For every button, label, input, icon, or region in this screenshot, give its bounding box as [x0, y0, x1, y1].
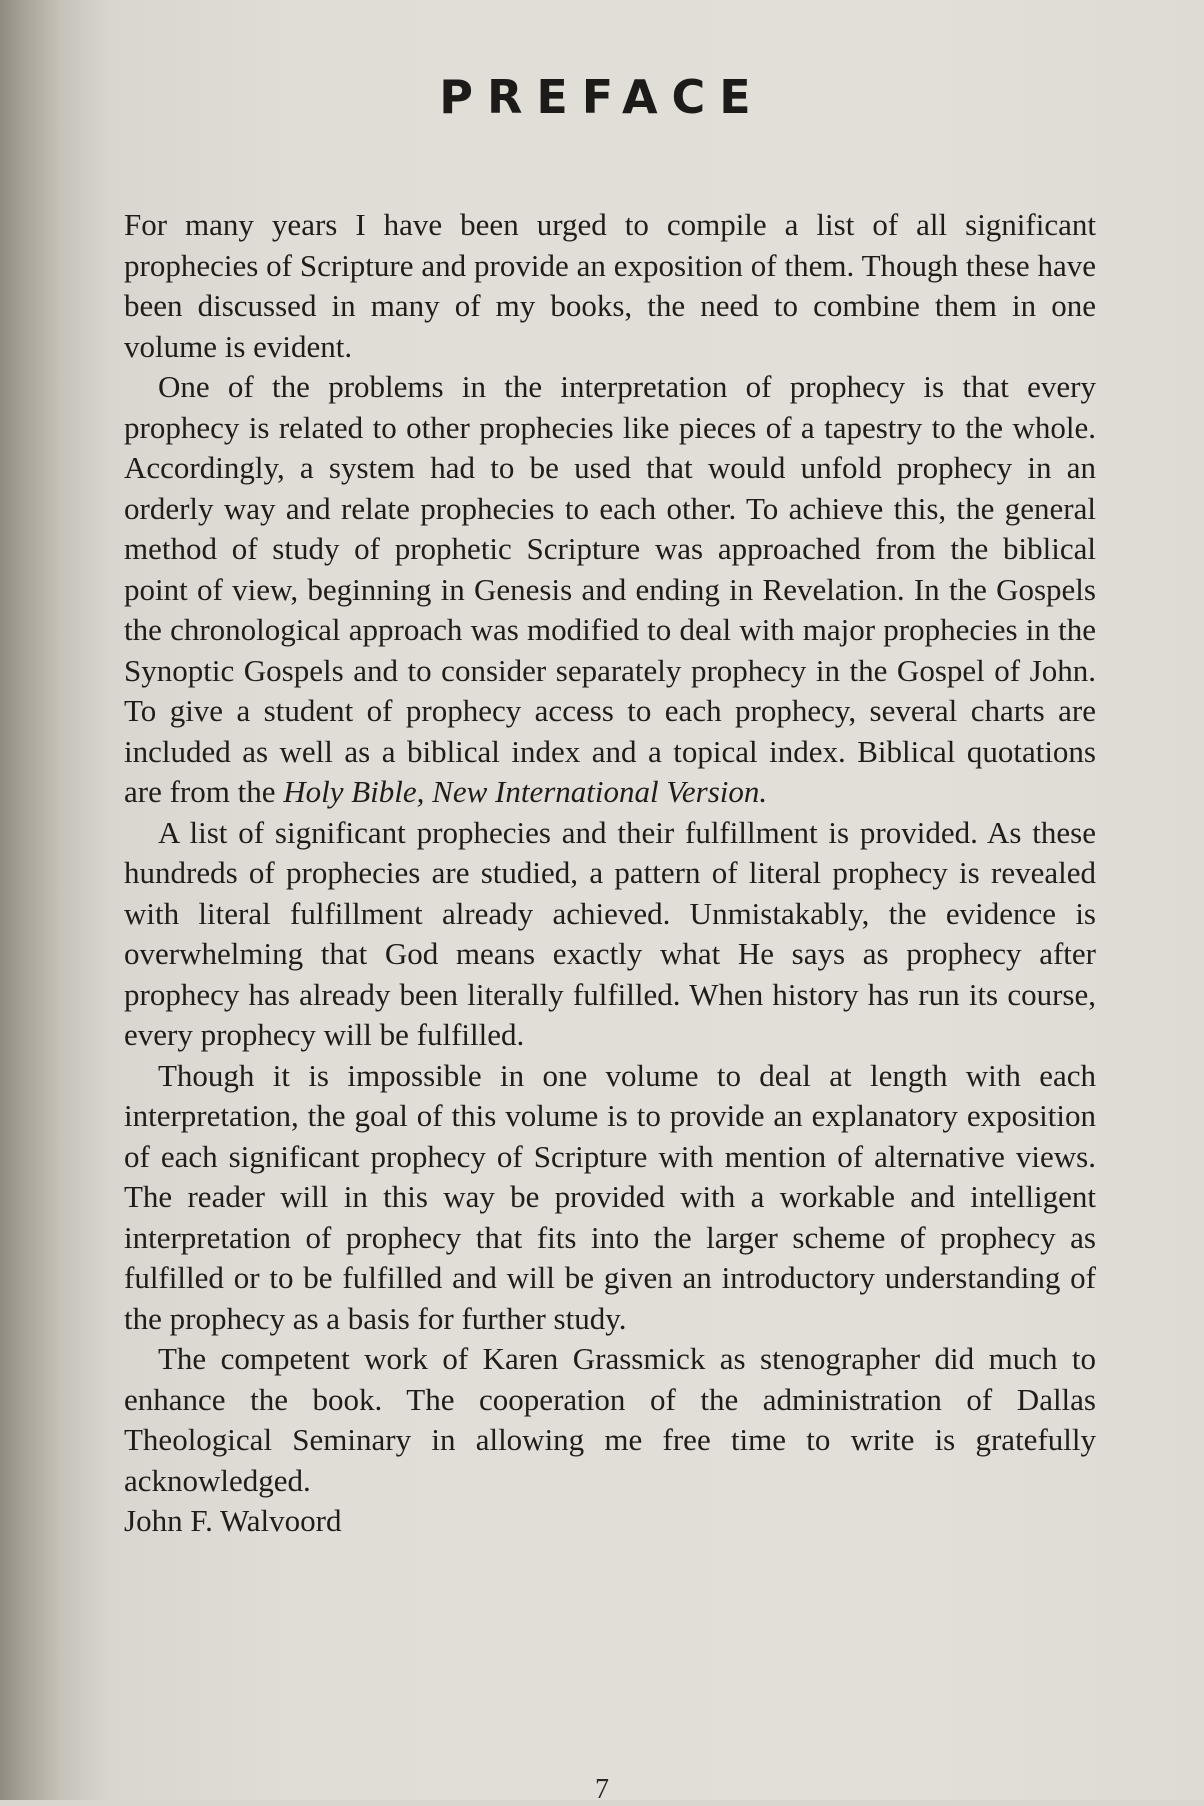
paragraph-1: For many years I have been urged to compile a list of all significant prophecies of Scripture and provide an exposition of them. Though these have been discussed in many of my books, the need to combine them in one volume is evident. — [124, 207, 1096, 364]
preface-body — [124, 205, 1096, 1542]
author-signature: John F. Walvoord — [124, 1503, 342, 1538]
paragraph-4: Though it is impossible in one volume to deal at length with each interpretation, the goal of this volume is to provide an explanatory exposition of each significant prophecy of Scripture with mention of alternative views. The reader will in this way be provided with a workable and intelligent interpretation of prophecy that fits into the larger scheme of prophecy as fulfilled or to be fulfilled and will be given an introductory understanding of the prophecy as a basis for further study. — [124, 1057, 1096, 1336]
page-number: 7 — [595, 1774, 609, 1805]
bible-version-title: Holy Bible, New International Version. — [283, 774, 768, 809]
paragraph-5: The competent work of Karen Grassmick as stenographer did much to enhance the book. The cooperation of the administration of Dallas Theological Seminary in allowing me free time to write is gratefully acknowledged. — [124, 1341, 1096, 1498]
paragraph-2-text: One of the problems in the interpretation of prophecy is that every prophecy is related to other prophecies like pieces of a tapestry to the whole. Accordingly, a system had to be used that would unfold prophecy in an orderly way and relate prophecies to each other. To achieve this, the general method of study of prophetic Scripture was approached from the biblical point of view, beginning in Genesis and ending in Revelation. In the Gospels the chronological approach was modified to deal with major prophecies in the Synoptic Gospels and to consider separately prophecy in the Gospel of John. To give a student of prophecy access to each prophecy, several charts are included as well as a biblical index and a topical index. Biblical quotations are from the — [124, 369, 1096, 809]
paragraph-2 — [124, 367, 1096, 813]
paragraph-3: A list of significant prophecies and their fulfillment is provided. As these hundreds of prophecies are studied, a pattern of literal prophecy is revealed with literal fulfillment already achieved. Unmistakably, the evidence is overwhelming that God means exactly what He says as prophecy after prophecy has already been literally fulfilled. When history has run its course, every prophecy will be fulfilled. — [124, 814, 1096, 1052]
page-title: PREFACE — [439, 70, 765, 124]
